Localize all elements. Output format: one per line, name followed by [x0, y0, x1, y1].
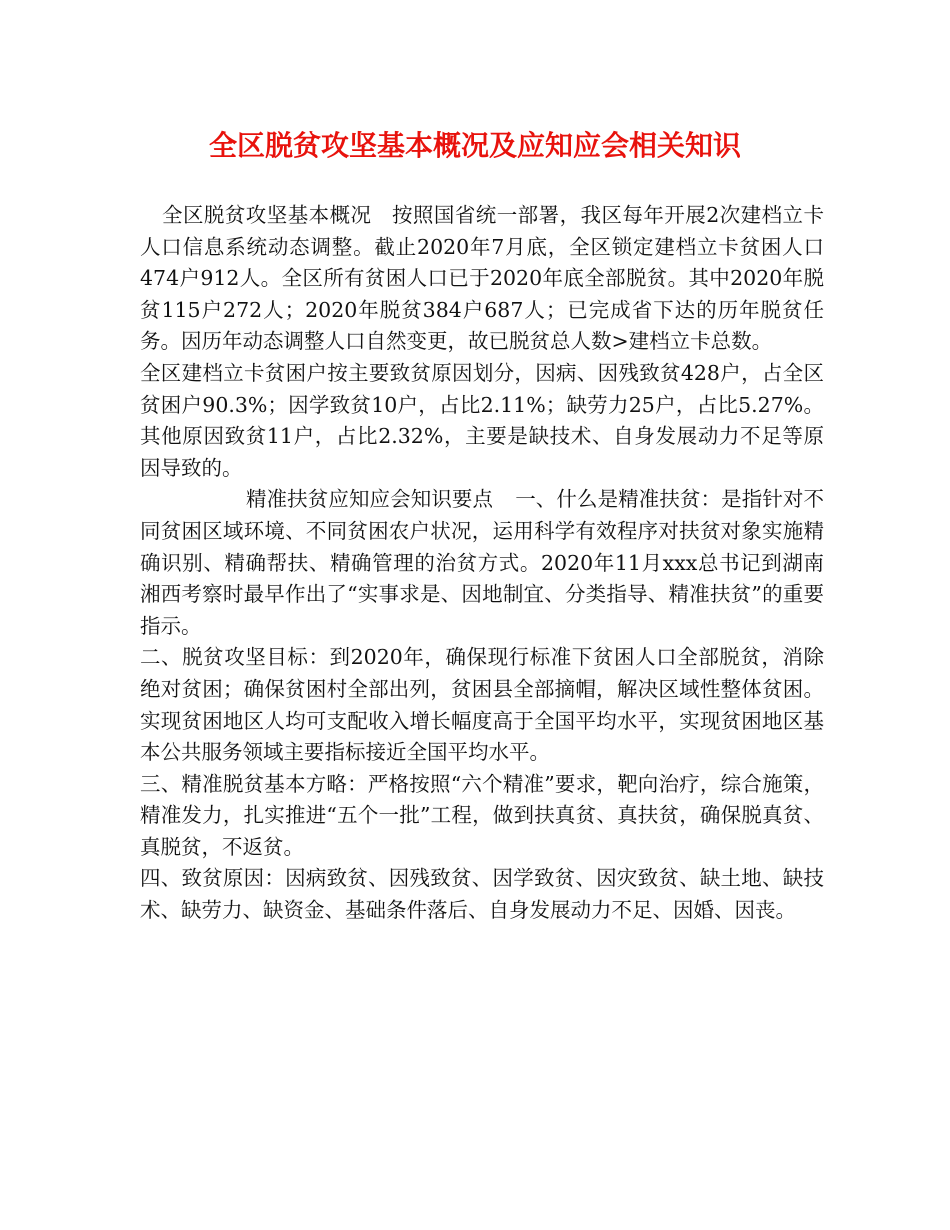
paragraph-poverty-causes: 四、致贫原因：因病致贫、因残致贫、因学致贫、因灾致贫、缺土地、缺技术、缺劳力、缺资金、基础条件落后、自身发展动力不足、因婚、因丧。	[140, 866, 824, 923]
paragraph-overview	[140, 200, 824, 358]
paragraph-lead-overview: 全区脱贫攻坚基本概况	[162, 203, 372, 227]
paragraph-lead-knowledge: 精准扶贫应知应会知识要点	[246, 487, 494, 512]
paragraph-strategy: 三、精准脱贫基本方略：严格按照“六个精准”要求，靶向治疗，综合施策，精准发力，扎实推进“五个一批”工程，做到扶真贫、真扶贫，确保脱真贫、真脱贫，不返贫。	[140, 771, 824, 859]
paragraph-poverty-causes-stats: 全区建档立卡贫困户按主要致贫原因划分，因病、因残致贫428户，占全区贫困户90.3%；因学致贫10户，占比2.11%；缺劳力25户，占比5.27%。其他原因致贫11户，占比2.32%，主要是缺技术、自身发展动力不足等原因导致的。	[140, 360, 824, 480]
paragraph-text-overview: 按照国省统一部署，我区每年开展2次建档立卡人口信息系统动态调整。截止2020年7月底，全区锁定建档立卡贫困人口474户912人。全区所有贫困人口已于2020年底全部脱贫。其中2020年脱贫115户272人；2020年脱贫384户687人；已完成省下达的历年脱贫任务。因历年动态调整人口自然变更，故已脱贫总人数>建档立卡总数。	[140, 203, 825, 354]
paragraph-goals: 二、脱贫攻坚目标：到2020年，确保现行标准下贫困人口全部脱贫，消除绝对贫困；确保贫困村全部出列，贫困县全部摘帽，解决区域性整体贫困。实现贫困地区人均可支配收入增长幅度高于全国平均水平，实现贫困地区基本公共服务领域主要指标接近全国平均水平。	[140, 645, 824, 765]
paragraph-knowledge-points	[140, 484, 824, 642]
document-body	[140, 200, 824, 927]
paragraph-text-knowledge: 一、什么是精准扶贫：是指针对不同贫困区域环境、不同贫困农户状况，运用科学有效程序对扶贫对象实施精确识别、精确帮扶、精确管理的治贫方式。2020年11月xxx总书记到湖南湘西考察时最早作出了“实事求是、因地制宜、分类指导、精准扶贫”的重要指示。	[140, 487, 825, 638]
document-title: 全区脱贫攻坚基本概况及应知应会相关知识	[208, 129, 741, 162]
